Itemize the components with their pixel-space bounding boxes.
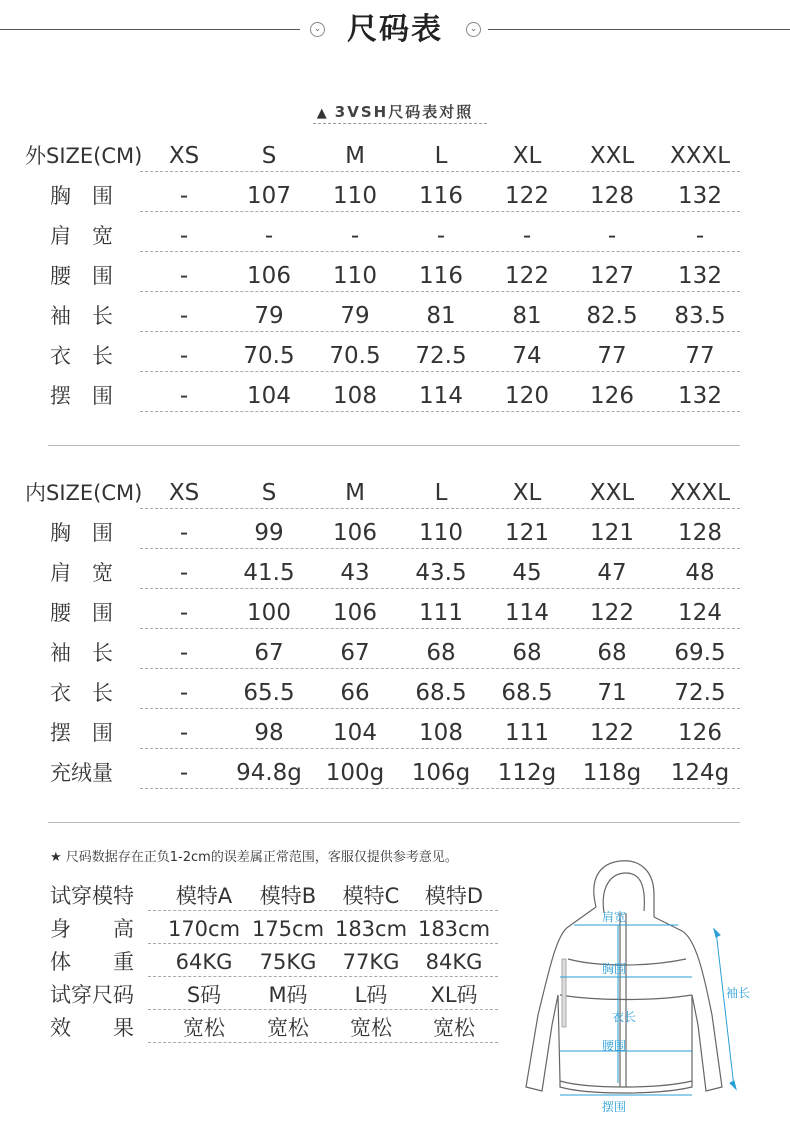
table-cell: 124 [678, 600, 722, 626]
table-cell: 111 [505, 720, 549, 746]
table-row [0, 336, 790, 376]
table-cell: 132 [678, 263, 722, 289]
table-cell: 43.5 [415, 560, 467, 586]
row-divider [140, 508, 740, 509]
column-header: XS [168, 143, 200, 169]
column-header: XXL [589, 143, 635, 169]
table-cell: 77 [597, 343, 627, 369]
table-cell: 110 [333, 183, 377, 209]
jacket-diagram [508, 855, 788, 1125]
table-cell: 110 [333, 263, 377, 289]
table-cell: 116 [419, 263, 463, 289]
table-cell: 122 [505, 183, 549, 209]
table-cell: 106 [247, 263, 291, 289]
table-cell: 45 [512, 560, 542, 586]
diagram-label-sleeve: 袖长 [726, 986, 751, 1000]
table-cell: - [436, 223, 446, 249]
table-header-row [0, 473, 790, 513]
table-cell: 98 [254, 720, 284, 746]
fit-cell: 183cm [417, 917, 491, 941]
table-cell: 120 [505, 383, 549, 409]
table-cell: 71 [597, 680, 627, 706]
fit-cell: 模特B [259, 884, 317, 908]
table-cell: - [179, 343, 189, 369]
table-cell: 126 [590, 383, 634, 409]
table-cell: 111 [419, 600, 463, 626]
row-label: 肩 宽 [50, 561, 113, 585]
table-cell: 70.5 [329, 343, 381, 369]
table-cell: 122 [590, 600, 634, 626]
table-cell: 106 [333, 600, 377, 626]
table-cell: 79 [340, 303, 370, 329]
row-divider [148, 1009, 498, 1010]
table-cell: 74 [512, 343, 542, 369]
fit-cell: M码 [268, 983, 308, 1007]
table-cell: - [179, 760, 189, 786]
table-cell: - [179, 640, 189, 666]
table-cell: 70.5 [243, 343, 295, 369]
fit-row-label: 效 果 [50, 1016, 134, 1040]
fit-cell: 模特D [424, 884, 484, 908]
row-divider [140, 171, 740, 172]
size-note: ★ 尺码数据存在正负1-2cm的误差属正常范围，客服仅提供参考意见。 [50, 850, 458, 865]
table-cell: 94.8g [236, 760, 302, 786]
table-cell: 104 [247, 383, 291, 409]
column-header: M [345, 480, 365, 506]
column-header: XL [512, 143, 542, 169]
table-cell: 48 [685, 560, 715, 586]
fit-row-label: 身 高 [50, 917, 134, 941]
table-cell: 122 [590, 720, 634, 746]
diagram-label-chest: 胸围 [602, 962, 627, 976]
row-label: 胸 围 [50, 521, 113, 545]
table-cell: 68 [426, 640, 456, 666]
table-cell: 67 [254, 640, 284, 666]
table-cell: 121 [590, 520, 634, 546]
table-cell: 100g [325, 760, 385, 786]
fitting-table [0, 880, 500, 1045]
row-label: 衣 长 [50, 344, 113, 368]
column-header: L [434, 143, 448, 169]
table-row [0, 256, 790, 296]
fit-row-label: 试穿模特 [50, 884, 134, 908]
row-divider [140, 588, 740, 589]
column-header: XS [168, 480, 200, 506]
table-cell: - [179, 600, 189, 626]
row-divider [140, 371, 740, 372]
table-row [0, 376, 790, 416]
table-header-row [0, 136, 790, 176]
table-row [0, 296, 790, 336]
table-cell: - [179, 720, 189, 746]
chevron-down-icon: ⌄ [466, 22, 481, 37]
row-divider [140, 668, 740, 669]
table-cell: - [179, 520, 189, 546]
table-cell: 67 [340, 640, 370, 666]
row-divider [140, 331, 740, 332]
table-row [0, 553, 790, 593]
table-cell: 79 [254, 303, 284, 329]
fit-row-label: 试穿尺码 [50, 983, 134, 1007]
column-header: L [434, 480, 448, 506]
inner-size-table [0, 473, 790, 793]
table-cell: 132 [678, 383, 722, 409]
table-cell: 65.5 [243, 680, 295, 706]
column-header: XXXL [669, 143, 731, 169]
table-cell: 82.5 [586, 303, 638, 329]
column-header: XXXL [669, 480, 731, 506]
column-header: XXL [589, 480, 635, 506]
table-cell: - [179, 560, 189, 586]
table-cell: 69.5 [674, 640, 726, 666]
table-cell: 132 [678, 183, 722, 209]
fit-cell: 183cm [334, 917, 408, 941]
table-cell: - [179, 303, 189, 329]
table-cell: 81 [512, 303, 542, 329]
table-cell: 47 [597, 560, 627, 586]
table-row [0, 176, 790, 216]
table-cell: - [179, 383, 189, 409]
fit-row-label: 体 重 [50, 950, 134, 974]
table-cell: - [264, 223, 274, 249]
fit-cell: 77KG [342, 950, 400, 974]
table-cell: 99 [254, 520, 284, 546]
row-divider [148, 976, 498, 977]
table-row [0, 513, 790, 553]
row-divider [140, 291, 740, 292]
table-cell: 114 [419, 383, 463, 409]
row-label: 腰 围 [50, 601, 113, 625]
diagram-label-length: 衣长 [612, 1010, 637, 1024]
section-divider [48, 445, 740, 446]
row-label: 胸 围 [50, 184, 113, 208]
table-row [0, 593, 790, 633]
table-cell: 41.5 [243, 560, 295, 586]
table-cell: - [522, 223, 532, 249]
fit-cell: 宽松 [350, 1016, 392, 1040]
table-cell: - [607, 223, 617, 249]
fit-cell: 宽松 [183, 1016, 225, 1040]
table-cell: 104 [333, 720, 377, 746]
mountain-icon: ▲ [316, 106, 329, 121]
row-divider [148, 910, 498, 911]
row-divider [140, 708, 740, 709]
table-cell: 118g [582, 760, 642, 786]
subtitle-text: 3VSH尺码表对照 [334, 103, 474, 121]
table-cell: 114 [505, 600, 549, 626]
table-cell: 112g [497, 760, 557, 786]
row-label: 摆 围 [50, 721, 113, 745]
row-label: 腰 围 [50, 264, 113, 288]
row-label: 摆 围 [50, 384, 113, 408]
section-divider [48, 822, 740, 823]
diagram-label-hem: 摆围 [602, 1100, 627, 1114]
table-cell: - [179, 680, 189, 706]
row-divider [140, 211, 740, 212]
table-row [0, 713, 790, 753]
table-cell: 100 [247, 600, 291, 626]
row-label: 充绒量 [50, 761, 113, 785]
table-cell: 106 [333, 520, 377, 546]
table-cell: - [350, 223, 360, 249]
fit-row [0, 979, 500, 1012]
table-cell: 43 [340, 560, 370, 586]
row-label: 袖 长 [50, 641, 113, 665]
fit-cell: 宽松 [433, 1016, 475, 1040]
table-cell: 107 [247, 183, 291, 209]
fit-cell: 84KG [425, 950, 483, 974]
column-header: M [345, 143, 365, 169]
table-row [0, 633, 790, 673]
row-label: 衣 长 [50, 681, 113, 705]
table-cell: 128 [678, 520, 722, 546]
fit-cell: 75KG [259, 950, 317, 974]
diagram-label-shoulder: 肩宽 [602, 910, 627, 924]
row-label: 肩 宽 [50, 224, 113, 248]
header-rule-right [488, 29, 790, 30]
subtitle-underline [313, 123, 487, 124]
table-cell: 83.5 [674, 303, 726, 329]
table-cell: - [179, 263, 189, 289]
row-label: 袖 长 [50, 304, 113, 328]
fit-row [0, 1012, 500, 1045]
column-header: S [261, 480, 277, 506]
table-cell: 66 [340, 680, 370, 706]
fit-cell: 宽松 [267, 1016, 309, 1040]
table-cell: 121 [505, 520, 549, 546]
row-divider [148, 943, 498, 944]
table-cell: 68 [597, 640, 627, 666]
fit-row [0, 880, 500, 913]
table-cell: 126 [678, 720, 722, 746]
table-row [0, 216, 790, 256]
table-cell: 110 [419, 520, 463, 546]
table-corner-label: 外SIZE(CM) [25, 144, 143, 168]
table-cell: 77 [685, 343, 715, 369]
table-cell: 81 [426, 303, 456, 329]
fit-row [0, 913, 500, 946]
table-cell: - [179, 183, 189, 209]
fit-cell: S码 [186, 983, 222, 1007]
table-row [0, 753, 790, 793]
table-row [0, 673, 790, 713]
fit-cell: 模特A [175, 884, 233, 908]
table-corner-label: 内SIZE(CM) [25, 481, 143, 505]
fit-cell: 模特C [342, 884, 400, 908]
table-cell: 122 [505, 263, 549, 289]
row-divider [148, 1042, 498, 1043]
column-header: S [261, 143, 277, 169]
row-divider [140, 411, 740, 412]
fit-cell: 64KG [175, 950, 233, 974]
table-cell: 68.5 [415, 680, 467, 706]
fit-cell: L码 [354, 983, 388, 1007]
table-cell: - [695, 223, 705, 249]
row-divider [140, 628, 740, 629]
table-cell: 72.5 [415, 343, 467, 369]
row-divider [140, 748, 740, 749]
fit-cell: 170cm [167, 917, 241, 941]
fit-row [0, 946, 500, 979]
diagram-label-waist: 腰围 [602, 1039, 627, 1053]
fit-cell: 175cm [251, 917, 325, 941]
column-header: XL [512, 480, 542, 506]
table-cell: 68 [512, 640, 542, 666]
chevron-down-icon: ⌄ [310, 22, 325, 37]
table-cell: 106g [411, 760, 471, 786]
table-subtitle [0, 101, 790, 122]
table-cell: - [179, 223, 189, 249]
table-cell: 108 [419, 720, 463, 746]
table-cell: 127 [590, 263, 634, 289]
outer-size-table [0, 136, 790, 416]
page-title: 尺码表 [347, 12, 443, 47]
table-cell: 72.5 [674, 680, 726, 706]
row-divider [140, 548, 740, 549]
table-cell: 108 [333, 383, 377, 409]
fit-cell: XL码 [430, 983, 478, 1007]
row-divider [140, 788, 740, 789]
table-cell: 124g [670, 760, 730, 786]
table-cell: 128 [590, 183, 634, 209]
table-cell: 68.5 [501, 680, 553, 706]
table-cell: 116 [419, 183, 463, 209]
row-divider [140, 251, 740, 252]
